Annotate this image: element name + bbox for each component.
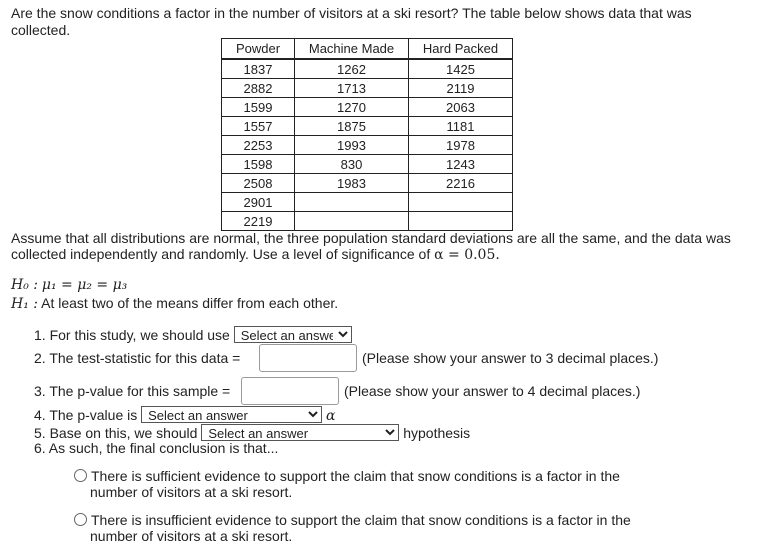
h1-label: H₁ : [11, 296, 38, 312]
table-cell: 1598 [222, 155, 295, 174]
radio-button[interactable] [74, 513, 87, 526]
table-cell: 2216 [409, 174, 513, 193]
table-row [222, 174, 513, 193]
question-2-text: 2. The test-statistic for this data = [34, 350, 241, 366]
question-2-note: (Please show your answer to 3 decimal places.) [362, 350, 659, 366]
table-cell: 1599 [222, 98, 295, 117]
table-row [222, 79, 513, 98]
h0-expression: μ₁ = μ₂ = μ₃ [41, 277, 128, 293]
conclusion-option-2[interactable] [74, 512, 684, 544]
table-cell: 830 [295, 155, 409, 174]
table-cell: 2119 [409, 79, 513, 98]
radio-button[interactable] [74, 469, 87, 482]
table-cell: 1993 [295, 136, 409, 155]
table-cell: 2219 [222, 212, 295, 231]
table-cell: 2508 [222, 174, 295, 193]
question-3-text: 3. The p-value for this sample = [34, 383, 231, 399]
question-5-text: 5. Base on this, we should [34, 425, 198, 441]
data-table [221, 38, 513, 231]
header-machine-made: Machine Made [295, 39, 409, 60]
question-3-note: (Please show your answer to 4 decimal places.) [344, 383, 641, 399]
header-powder: Powder [222, 39, 295, 60]
p-value-input[interactable] [241, 377, 339, 405]
table-header-row [222, 39, 513, 60]
table-cell [295, 193, 409, 212]
problem-intro: Are the snow conditions a factor in the number of visitors at a ski resort? The table below shows data that was collected. [11, 5, 692, 38]
table-cell: 2253 [222, 136, 295, 155]
option-2-line-1: There is insufficient evidence to support the claim that snow conditions is a factor in the [91, 512, 631, 528]
hypothesis-word: hypothesis [403, 425, 471, 441]
table-cell: 1243 [409, 155, 513, 174]
option-1-line-1: There is sufficient evidence to support the claim that snow conditions is a factor in the [91, 468, 620, 484]
table-cell: 1262 [295, 59, 409, 79]
table-cell: 1557 [222, 117, 295, 136]
question-4-text: 4. The p-value is [34, 407, 138, 423]
table-row [222, 212, 513, 231]
table-cell: 1875 [295, 117, 409, 136]
test-type-select[interactable] [234, 326, 352, 343]
table-cell [295, 212, 409, 231]
question-4 [34, 406, 336, 425]
question-6-text: 6. As such, the final conclusion is that... [34, 440, 279, 456]
table-cell: 1978 [409, 136, 513, 155]
question-1 [34, 326, 352, 344]
table-cell: 1425 [409, 59, 513, 79]
alpha-value: α = 0.05. [434, 247, 500, 263]
h1-statement: At least two of the means differ from each other. [41, 295, 339, 311]
conclusion-option-1[interactable] [74, 468, 684, 500]
table-cell: 1983 [295, 174, 409, 193]
table-row [222, 117, 513, 136]
test-statistic-input[interactable] [259, 344, 357, 372]
question-1-text: 1. For this study, we should use [34, 327, 230, 343]
table-cell: 1713 [295, 79, 409, 98]
option-1-line-2: number of visitors at a ski resort. [90, 484, 293, 500]
table-cell: 1837 [222, 59, 295, 79]
table-row [222, 155, 513, 174]
null-hypothesis [11, 276, 127, 294]
option-2-line-2: number of visitors at a ski resort. [90, 528, 293, 544]
assumption-text [11, 230, 751, 263]
table-cell: 2901 [222, 193, 295, 212]
decision-select[interactable] [201, 424, 399, 441]
h0-label: H₀ : [11, 277, 38, 293]
table-cell: 1270 [295, 98, 409, 117]
alternative-hypothesis [11, 295, 338, 313]
p-value-comparison-select[interactable] [141, 406, 322, 423]
table-cell: 2882 [222, 79, 295, 98]
table-row [222, 59, 513, 79]
table-row [222, 193, 513, 212]
table-cell: 1181 [409, 117, 513, 136]
header-hard-packed: Hard Packed [409, 39, 513, 60]
table-row [222, 98, 513, 117]
table-cell [409, 193, 513, 212]
table-cell [409, 212, 513, 231]
table-row [222, 136, 513, 155]
table-cell: 2063 [409, 98, 513, 117]
alpha-symbol: α [326, 408, 336, 424]
assumption-body: Assume that all distributions are normal, the three population standard deviations are all the same, and the data was collected independently and randomly. Use a level of significance of [11, 230, 731, 262]
